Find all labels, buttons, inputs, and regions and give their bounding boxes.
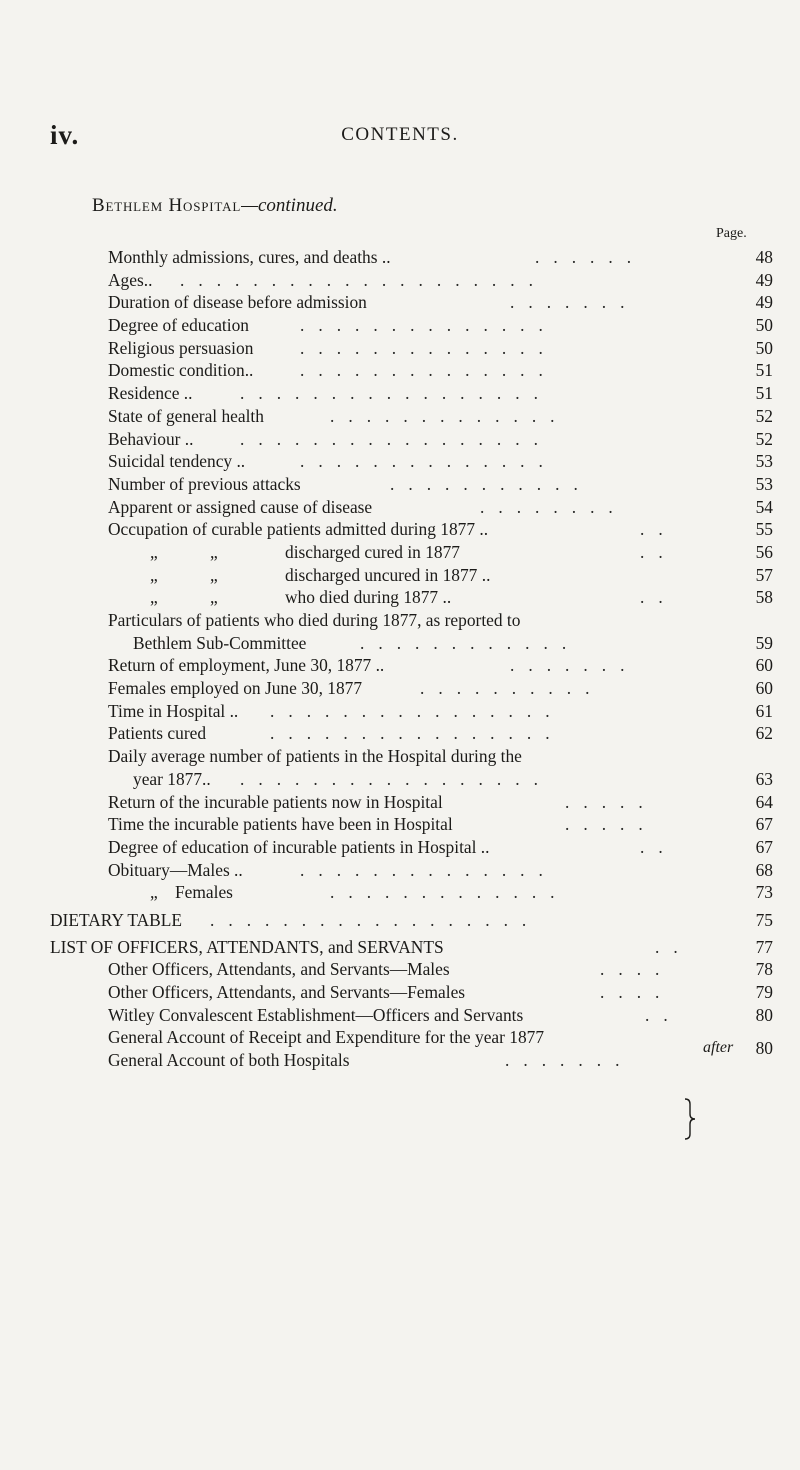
entry-page: 57 [755,564,773,585]
toc-entry: Occupation of curable patients admitted during 1877 .. .. 55 [108,519,773,540]
entry-label: Behaviour .. [108,428,194,449]
toc-entry: Bethlem Sub-Committee ............ 59 [133,632,773,653]
entry-label: year 1877.. [133,768,211,789]
toc-entry: State of general health ............. 52 [108,405,773,426]
ditto-mark: „ [150,564,158,585]
section-continued: —continued. [241,195,338,216]
entry-label: discharged cured in 1877 [285,541,460,562]
entry-label: Patients cured [108,723,207,744]
toc-entry: year 1877.. ................. 63 [133,768,773,789]
toc-entry: Other Officers, Attendants, and Servants—Males .... 78 [108,959,773,980]
toc-entry: Ages.. .................... 49 [108,269,773,290]
entry-page: 63 [755,768,773,789]
entry-page: 73 [755,882,773,903]
entry-label: Domestic condition.. [108,360,254,381]
toc-entry: Religious persuasion .............. 50 [108,337,773,358]
entry-label: Suicidal tendency .. [108,451,246,472]
entry-page: 80 [755,1038,773,1059]
toc-entry: Suicidal tendency .. .............. 53 [108,451,773,472]
entry-label: Time in Hospital .. [108,700,239,721]
toc-entry: Females employed on June 30, 1877 .......... 60 [108,678,773,699]
toc-entry: Other Officers, Attendants, and Servants—Females .... 79 [108,982,773,1002]
toc-entry [0,609,800,632]
entry-label: Particulars of patients who died during 1877, as reported to [108,610,521,630]
entry-label: Other Officers, Attendants, and Servants—Males [108,959,450,980]
entry-page: 53 [755,451,773,472]
entry-label: Return of employment, June 30, 1877 .. [108,655,385,676]
entry-label: discharged uncured in 1877 .. [285,564,491,585]
after-label: after [703,1039,734,1057]
entry-label: Time the incurable patients have been in Hospital [108,814,453,835]
toc-entry: „ „ discharged cured in 1877 .. 56 [150,541,773,562]
entry-label: Witley Convalescent Establishment—Officers and Servants [108,1004,524,1025]
ditto-mark: „ [210,541,218,562]
running-head [0,120,800,150]
entry-page: 52 [755,428,773,449]
toc-entry: Apparent or assigned cause of disease ........ 54 [108,496,773,517]
entry-page: 78 [755,959,773,980]
toc-entry: Duration of disease before admission ....... 49 [108,292,773,313]
entry-label: Ages.. [108,269,153,290]
toc-entry: Behaviour .. ................. 52 [108,428,773,449]
entry-page: 49 [755,269,773,290]
entry-label: Females [175,882,233,903]
entry-label: Monthly admissions, cures, and deaths .. [108,247,391,267]
entry-page: 77 [755,936,773,957]
ditto-mark: „ [150,541,158,562]
toc-entry: Return of the incurable patients now in Hospital ..... 64 [108,791,773,812]
entry-label: Return of the incurable patients now in Hospital [108,791,443,812]
page-number: iv. [50,120,80,150]
contents-list [0,246,800,1072]
entry-page: 55 [755,519,773,540]
running-title: CONTENTS. [341,124,459,145]
ditto-mark: „ [210,564,218,585]
entry-page: 59 [755,632,773,653]
entry-label: Residence .. [108,383,193,404]
entry-page: 75 [755,909,773,930]
entry-label: who died during 1877 .. [285,587,452,608]
section-heading [92,195,338,217]
entry-page: 60 [755,655,773,676]
entry-label: General Account of both Hospitals [108,1050,350,1071]
entry-page: 62 [755,723,773,744]
toc-entry [0,564,800,587]
entry-label: Occupation of curable patients admitted during 1877 .. [108,519,489,540]
entry-page: 80 [755,1004,773,1025]
entry-page: 67 [755,814,773,835]
toc-entry: Return of employment, June 30, 1877 .. ....... 60 [108,655,773,676]
toc-entry: Residence .. ................. 51 [108,383,773,404]
toc-entry: Time in Hospital .. ................ 61 [108,700,773,721]
entry-page: 58 [755,587,773,608]
toc-entry: Domestic condition.. .............. 51 [108,360,773,381]
entry-page: 52 [755,405,773,426]
toc-entry: Witley Convalescent Establishment—Officers and Servants .. 80 [108,1004,773,1025]
toc-entry: Degree of education of incurable patients in Hospital .. .. 67 [108,836,773,857]
entry-label: Duration of disease before admission [108,292,367,313]
entry-label: General Account of Receipt and Expenditure for the year 1877 [108,1027,545,1048]
entry-label: Degree of education of incurable patients in Hospital .. [108,836,490,857]
entry-page: 50 [755,315,773,336]
toc-entry: General Account of both Hospitals ....... [108,1050,634,1071]
toc-entry: Patients cured ................ 62 [108,723,773,744]
section-title: Bethlem Hospital [92,195,242,216]
toc-entry: Time the incurable patients have been in Hospital ..... 67 [108,814,773,835]
entry-page: 61 [755,700,773,721]
ditto-mark: „ [210,587,218,608]
entry-page: 68 [755,859,773,880]
page-column-header: Page. [716,226,747,241]
entry-page: 51 [755,383,773,404]
entry-label: Religious persuasion [108,337,254,358]
toc-entry [0,745,800,768]
entry-page: 49 [755,292,773,313]
entry-label: Apparent or assigned cause of disease [108,496,373,517]
entry-page: 48 [755,247,773,267]
entry-page: 51 [755,360,773,381]
entry-label: Daily average number of patients in the Hospital during the [108,746,522,767]
entry-label: Number of previous attacks [108,473,301,494]
entry-page: 64 [755,791,773,812]
toc-entry: Monthly admissions, cures, and deaths .. ...... 48 [108,247,773,267]
toc-entry: LIST OF OFFICERS, ATTENDANTS, and SERVANTS .. 77 [50,936,773,957]
toc-entry: DIETARY TABLE .................. 75 [50,909,773,930]
entry-label: Other Officers, Attendants, and Servants—Females [108,982,466,1002]
toc-entry: „ Females ............. 73 [150,882,773,903]
toc-entry: „ „ who died during 1877 .. .. 58 [150,587,773,608]
toc-entry: Obituary—Males .. .............. 68 [108,859,773,880]
entry-page: 60 [755,678,773,699]
entry-label: Bethlem Sub-Committee [133,632,307,653]
toc-entry: Number of previous attacks ........... 53 [108,473,773,494]
entry-label: Obituary—Males .. [108,859,243,880]
entry-label: DIETARY TABLE [50,909,182,930]
ditto-mark: „ [150,882,158,903]
ditto-mark: „ [150,587,158,608]
entry-page: 67 [755,836,773,857]
entry-label: State of general health [108,405,264,426]
toc-entry: Degree of education .............. 50 [108,315,773,336]
entry-label: Degree of education [108,315,249,336]
entry-label: LIST OF OFFICERS, ATTENDANTS, and SERVANTS [50,936,444,957]
entry-page: 56 [755,541,773,562]
entry-page: 54 [755,496,773,517]
entry-page: 79 [755,982,773,1002]
toc-entry [0,1026,800,1059]
entry-page: 53 [755,473,773,494]
right-brace [683,1098,697,1140]
entry-page: 50 [755,337,773,358]
entry-label: Females employed on June 30, 1877 [108,678,363,699]
